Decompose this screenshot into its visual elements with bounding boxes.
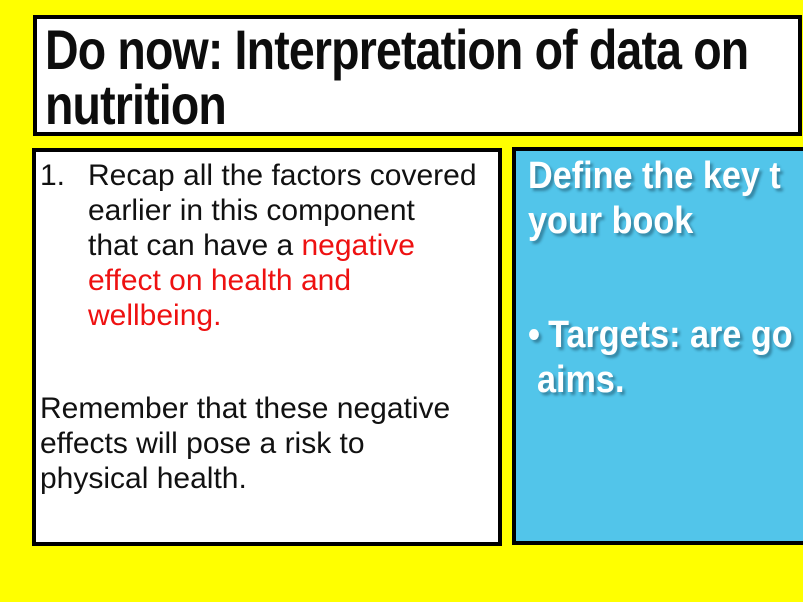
task-bullet-line-1 xyxy=(528,313,803,358)
numbered-list-item xyxy=(40,158,492,333)
task-heading xyxy=(528,154,803,244)
instructions-panel xyxy=(32,148,502,546)
task-bullet-item xyxy=(528,313,803,403)
note-line-1: Remember that these negative xyxy=(40,392,451,425)
bullet-icon: • xyxy=(528,314,540,356)
bullet-text: Targets: are go xyxy=(548,314,793,356)
task-heading-line-2: your book xyxy=(528,200,694,242)
list-item-text: Recap all the factors covered earlier in this component that can have a negative effect on health and wellbeing. xyxy=(88,159,477,332)
task-panel xyxy=(512,147,803,545)
note-line-3: physical health. xyxy=(40,462,247,495)
note-line-2: effects will pose a risk to xyxy=(40,427,365,460)
title-line-2: nutrition xyxy=(45,73,226,136)
task-heading-line-1: Define the key t xyxy=(528,155,781,197)
note-paragraph xyxy=(40,391,492,496)
task-bullet-line-2: aims. xyxy=(537,359,625,401)
list-item-number: 1. xyxy=(40,159,66,192)
title-line-1: Do now: Interpretation of data on xyxy=(45,18,749,81)
title-box xyxy=(33,15,802,136)
